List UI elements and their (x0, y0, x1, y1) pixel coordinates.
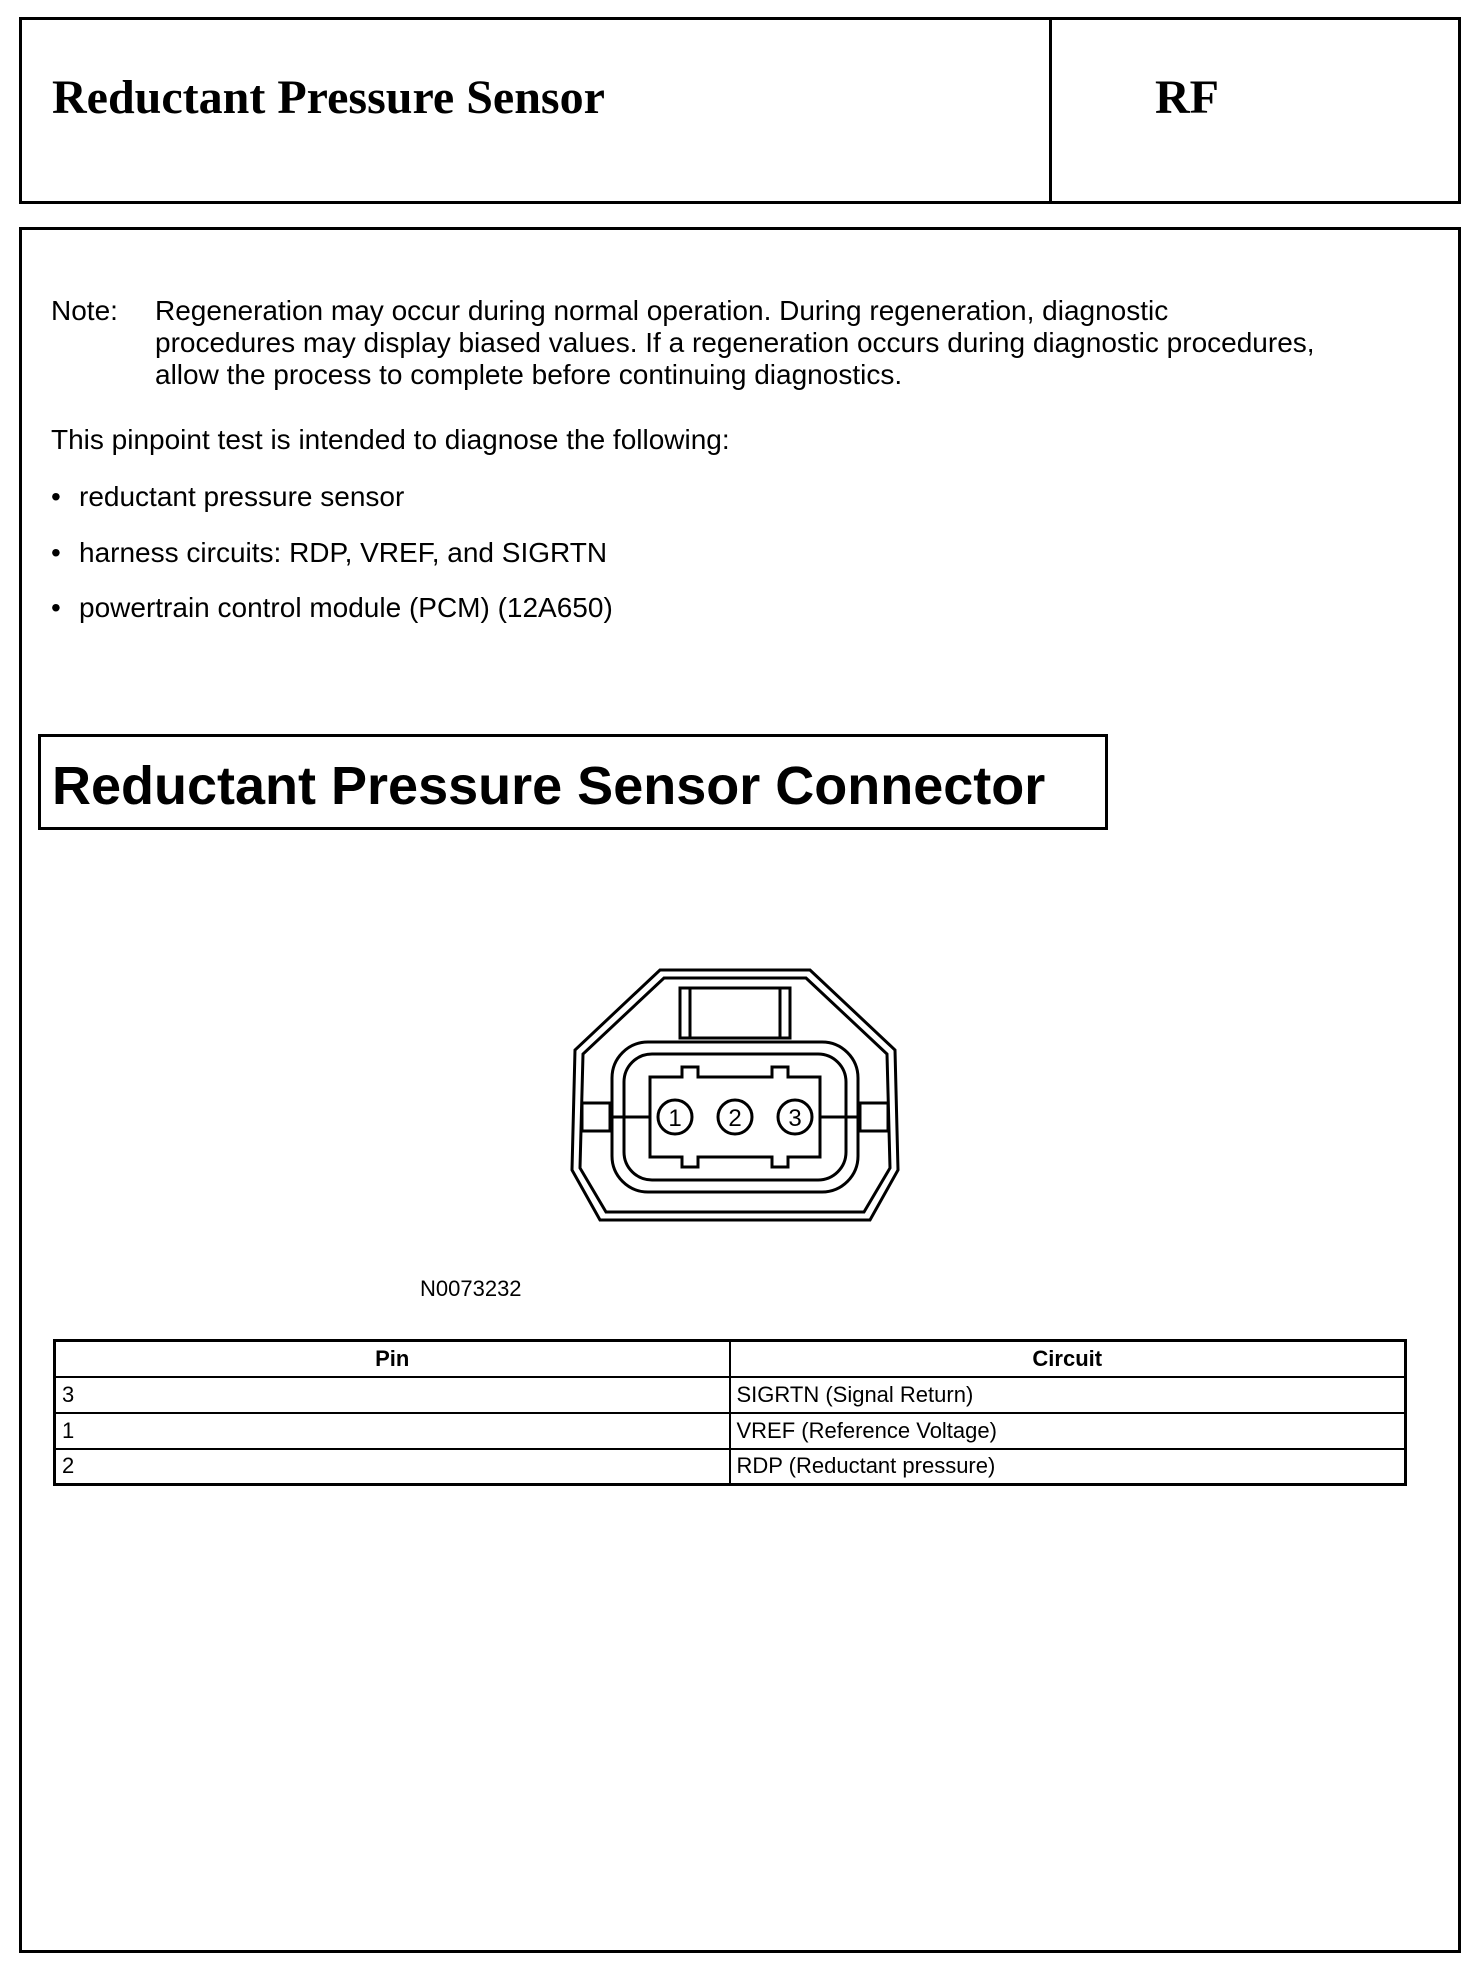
intro-text: This pinpoint test is intended to diagnose the following: (51, 424, 730, 455)
bullet-icon: • (51, 592, 61, 623)
pin-cell: 2 (55, 1449, 730, 1485)
bullet-icon: • (51, 537, 61, 568)
page-title: Reductant Pressure Sensor (52, 71, 605, 124)
section-heading: Reductant Pressure Sensor Connector (52, 756, 1046, 816)
list-item (51, 592, 613, 624)
note-text: Regeneration may occur during normal operation. During regeneration, diagnostic procedures may display biased values. If a regeneration occurs during diagnostic procedures, allow the process to complete before continuing diagnostics. (155, 295, 1315, 390)
header-divider (1049, 20, 1052, 201)
column-header-circuit: Circuit (730, 1341, 1406, 1377)
connector-outer-housing (572, 970, 898, 1220)
pin-2-label: 2 (728, 1105, 742, 1132)
pin-cell: 1 (55, 1413, 730, 1449)
list-item-text: reductant pressure sensor (79, 481, 405, 512)
connector-side-tab-right (860, 1103, 888, 1131)
pin-circuit-table (53, 1339, 1407, 1486)
table-row (55, 1449, 1406, 1485)
section-code: RF (1155, 71, 1219, 124)
circuit-cell: SIGRTN (Signal Return) (730, 1377, 1406, 1413)
pin-1-label: 1 (668, 1105, 682, 1132)
list-item-text: powertrain control module (PCM) (12A650) (79, 592, 613, 623)
pin-3-label: 3 (788, 1105, 802, 1132)
table-row (55, 1413, 1406, 1449)
list-item-text: harness circuits: RDP, VREF, and SIGRTN (79, 537, 608, 568)
figure-id: N0073232 (420, 1276, 522, 1301)
pin-cell: 3 (55, 1377, 730, 1413)
circuit-cell: VREF (Reference Voltage) (730, 1413, 1406, 1449)
note-label: Note: (51, 295, 118, 326)
connector-outer-housing-inner (580, 978, 890, 1212)
connector-side-tab-left (582, 1103, 610, 1131)
bullet-icon: • (51, 481, 61, 512)
connector-diagram (540, 960, 940, 1240)
list-item (51, 537, 607, 569)
connector-latch (680, 988, 790, 1038)
list-item (51, 481, 404, 513)
table-header-row (55, 1341, 1406, 1377)
table-row (55, 1377, 1406, 1413)
column-header-pin: Pin (55, 1341, 730, 1377)
circuit-cell: RDP (Reductant pressure) (730, 1449, 1406, 1485)
